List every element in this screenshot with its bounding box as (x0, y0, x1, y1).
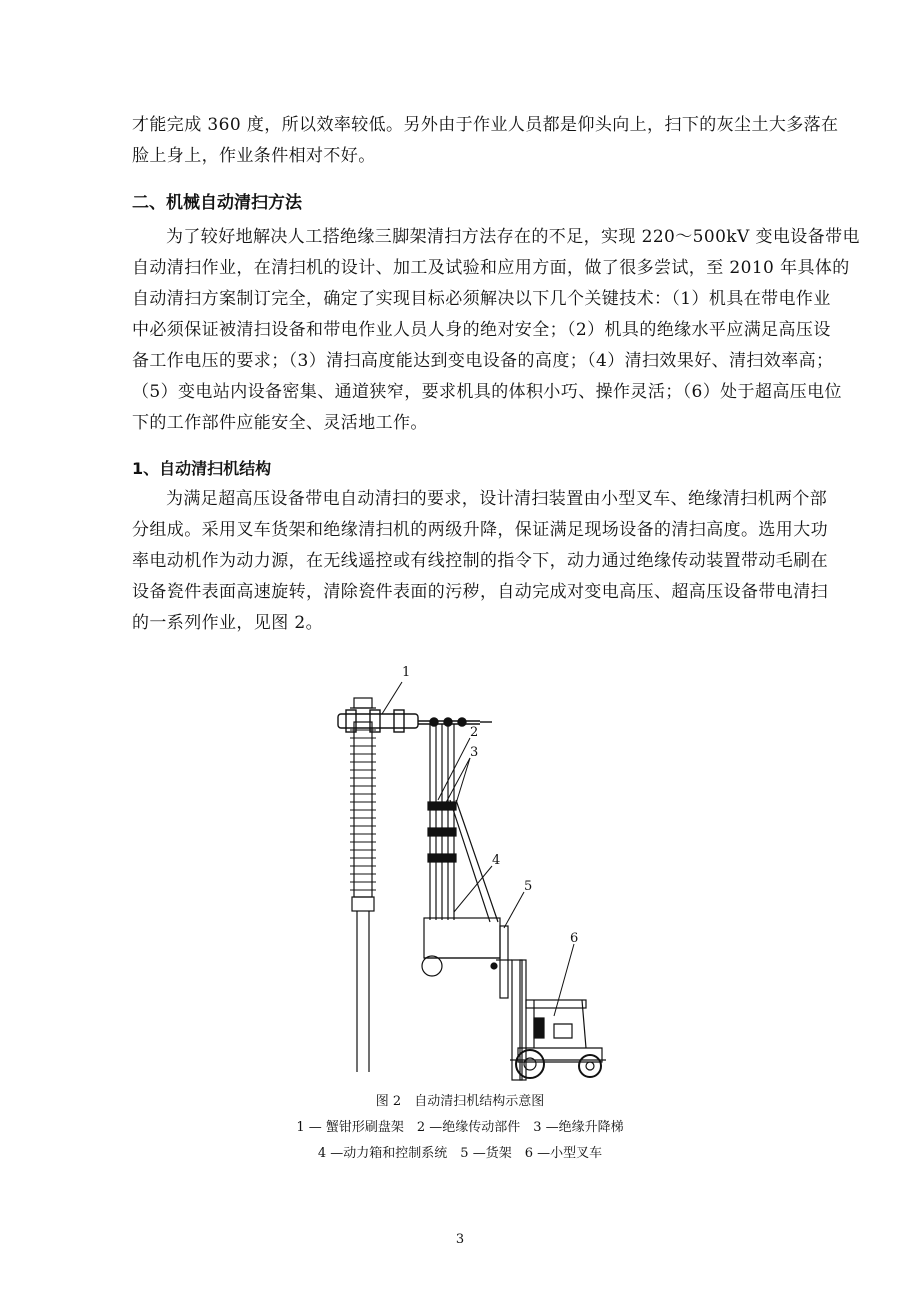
text-line: （5）变电站内设备密集、通道狭窄，要求机具的体积小巧、操作灵活；（6）处于超高压电位 (132, 382, 842, 402)
text-line: 中必须保证被清扫设备和带电作业人员人身的绝对安全；（2）机具的绝缘水平应满足高压设 (132, 320, 831, 340)
text-line: 率电动机作为动力源，在无线遥控或有线控制的指令下，动力通过绝缘传动装置带动毛刷在 (132, 551, 828, 571)
text-line: 自动清扫作业，在清扫机的设计、加工及试验和应用方面，做了很多尝试，至 2010 年具体的 (132, 258, 850, 278)
figure-legend-line1: 1 — 蟹钳形刷盘架 2 —绝缘传动部件 3 —绝缘升降梯 (296, 1120, 624, 1135)
text-line: 自动清扫方案制订完全，确定了实现目标必须解决以下几个关键技术：（1）机具在带电作业 (132, 289, 831, 309)
section-heading: 二、机械自动清扫方法 (132, 193, 302, 213)
power-box (422, 918, 500, 976)
text-line: 下的工作部件应能安全、灵活地工作。 (132, 413, 428, 433)
callout-3-label: 3 (470, 745, 479, 760)
page-number: 3 (455, 1232, 465, 1247)
cleaning-machine-diagram (330, 660, 620, 1090)
text-line: 为了较好地解决人工搭绝缘三脚架清扫方法存在的不足，实现 220～500kV 变电设备带电 (166, 227, 860, 247)
text-line: 设备瓷件表面高速旋转，清除瓷件表面的污秽，自动完成对变电高压、超高压设备带电清扫 (132, 582, 828, 602)
callout-5-label: 5 (524, 879, 533, 894)
section-paragraph (132, 222, 860, 439)
callout-1-label: 1 (402, 665, 411, 680)
figure-caption: 图 2 自动清扫机结构示意图 (375, 1094, 545, 1109)
text-line: 备工作电压的要求；（3）清扫高度能达到变电设备的高度；（4）清扫效果好、清扫效率高； (132, 351, 834, 371)
callout-2-label: 2 (470, 725, 479, 740)
figure-legend-line2: 4 —动力箱和控制系统 5 —货架 6 —小型叉车 (317, 1146, 603, 1161)
text-line: 的一系列作业，见图 2。 (132, 613, 324, 633)
text-line: 分组成。采用叉车货架和绝缘清扫机的两级升降，保证满足现场设备的清扫高度。选用大功 (132, 520, 828, 540)
text-line: 为满足超高压设备带电自动清扫的要求，设计清扫装置由小型叉车、绝缘清扫机两个部 (166, 489, 828, 509)
intro-paragraph (132, 110, 839, 172)
callout-4-label: 4 (492, 853, 501, 868)
insulator-column (350, 698, 376, 1072)
subsection-heading: 1、自动清扫机结构 (132, 459, 272, 478)
subsection-paragraph (132, 484, 828, 639)
text-line: 脸上身上，作业条件相对不好。 (132, 146, 376, 166)
callout-6-label: 6 (570, 931, 579, 946)
fork-carriage (496, 926, 526, 1080)
forklift (510, 1000, 606, 1078)
brush-head (338, 710, 492, 732)
text-line: 才能完成 360 度，所以效率较低。另外由于作业人员都是仰头向上，扫下的灰尘土大多落在 (132, 115, 839, 135)
insulated-ladder (428, 724, 501, 922)
